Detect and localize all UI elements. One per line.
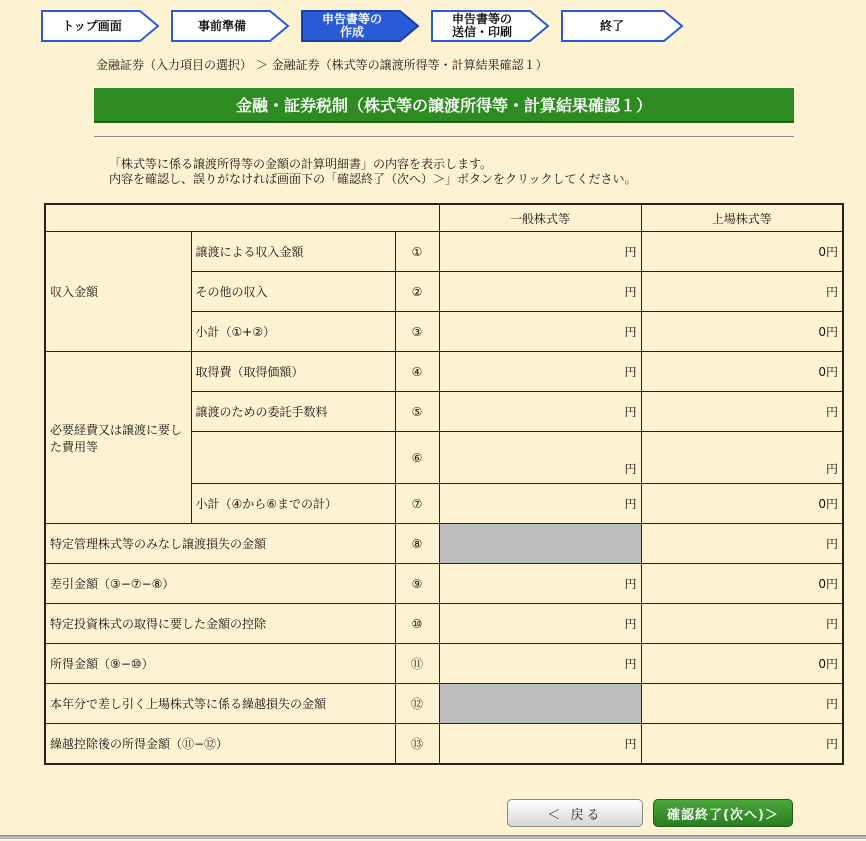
intro-text	[109, 157, 637, 187]
general-amount: 円	[439, 564, 641, 604]
row-label: 取得費（取得価額）	[191, 352, 395, 392]
step-create-return	[300, 9, 422, 43]
step-top	[40, 9, 162, 43]
table-header-row	[45, 204, 843, 232]
step-finish	[560, 9, 686, 43]
row-label: 小計（①+②）	[191, 312, 395, 352]
row-label: 所得金額（⑨−⑩）	[45, 644, 395, 684]
step-label: 申告書等の 送信・印刷	[451, 12, 512, 39]
listed-amount: 円	[641, 392, 843, 432]
row-number: ④	[395, 352, 439, 392]
step-send-print	[430, 9, 552, 43]
general-amount: 円	[439, 232, 641, 272]
row-label	[191, 432, 395, 484]
row-number: ⑫	[395, 684, 439, 724]
calculation-table	[44, 203, 844, 765]
row-number: ⑧	[395, 524, 439, 564]
header-listed-stocks: 上場株式等	[641, 204, 843, 232]
table-row	[45, 604, 843, 644]
step-label: トップ画面	[62, 18, 122, 33]
listed-amount: 0円	[641, 564, 843, 604]
general-amount: 円	[439, 352, 641, 392]
intro-line-1: 「株式等に係る譲渡所得等の金額の計算明細書」の内容を表示します。	[109, 157, 493, 171]
header-blank	[45, 204, 439, 232]
general-amount-disabled	[439, 684, 641, 724]
row-number: ⑦	[395, 484, 439, 524]
step-label: 申告書等の 作成	[321, 12, 382, 39]
listed-amount: 円	[641, 524, 843, 564]
breadcrumb: 金融証券（入力項目の選択） ＞ 金融証券（株式等の譲渡所得等・計算結果確認１）	[96, 58, 548, 72]
confirm-next-button[interactable]: 確認終了(次へ)＞	[653, 799, 793, 827]
table-row	[45, 352, 843, 392]
row-label: 譲渡のための委託手数料	[191, 392, 395, 432]
row-number: ⑨	[395, 564, 439, 604]
row-number: ①	[395, 232, 439, 272]
general-amount-disabled	[439, 524, 641, 564]
general-amount: 円	[439, 644, 641, 684]
table-row	[45, 564, 843, 604]
back-button[interactable]: ＜ 戻る	[507, 799, 643, 827]
listed-amount: 円	[641, 604, 843, 644]
general-amount: 円	[439, 312, 641, 352]
header-general-stocks: 一般株式等	[439, 204, 641, 232]
row-label: 本年分で差し引く上場株式等に係る繰越損失の金額	[45, 684, 395, 724]
listed-amount: 円	[641, 684, 843, 724]
step-navigation	[40, 9, 690, 43]
footer-divider	[0, 835, 866, 839]
row-label: 差引金額（③−⑦−⑧）	[45, 564, 395, 604]
row-number: ⑩	[395, 604, 439, 644]
table-row	[45, 684, 843, 724]
step-label: 終了	[599, 18, 624, 33]
row-number: ⑥	[395, 432, 439, 484]
general-amount: 円	[439, 724, 641, 764]
step-label: 事前準備	[197, 18, 246, 33]
row-number: ③	[395, 312, 439, 352]
row-number: ②	[395, 272, 439, 312]
group-expenses: 必要経費又は譲渡に要した費用等	[45, 352, 191, 524]
table-row	[45, 524, 843, 564]
table-row	[45, 644, 843, 684]
table-row	[45, 724, 843, 764]
row-label: 特定投資株式の取得に要した金額の控除	[45, 604, 395, 644]
listed-amount: 円	[641, 724, 843, 764]
listed-amount: 円	[641, 272, 843, 312]
group-income: 収入金額	[45, 232, 191, 352]
row-label: 小計（④から⑥までの計）	[191, 484, 395, 524]
listed-amount: 0円	[641, 484, 843, 524]
row-label: 繰越控除後の所得金額（⑪−⑫）	[45, 724, 395, 764]
listed-amount: 円	[641, 432, 843, 484]
general-amount: 円	[439, 484, 641, 524]
general-amount: 円	[439, 604, 641, 644]
general-amount: 円	[439, 432, 641, 484]
listed-amount: 0円	[641, 312, 843, 352]
row-label: 譲渡による収入金額	[191, 232, 395, 272]
step-preparation	[170, 9, 292, 43]
row-number: ⑤	[395, 392, 439, 432]
general-amount: 円	[439, 392, 641, 432]
row-label: 特定管理株式等のみなし譲渡損失の金額	[45, 524, 395, 564]
listed-amount: 0円	[641, 644, 843, 684]
page-title: 金融・証券税制（株式等の譲渡所得等・計算結果確認１）	[94, 88, 794, 123]
listed-amount: 0円	[641, 352, 843, 392]
table-row	[45, 232, 843, 272]
row-number: ⑬	[395, 724, 439, 764]
row-label: その他の収入	[191, 272, 395, 312]
intro-line-2: 内容を確認し、誤りがなければ画面下の「確認終了（次へ）＞」ボタンをクリックしてください。	[109, 172, 637, 186]
row-number: ⑪	[395, 644, 439, 684]
title-divider	[94, 136, 794, 138]
general-amount: 円	[439, 272, 641, 312]
listed-amount: 0円	[641, 232, 843, 272]
